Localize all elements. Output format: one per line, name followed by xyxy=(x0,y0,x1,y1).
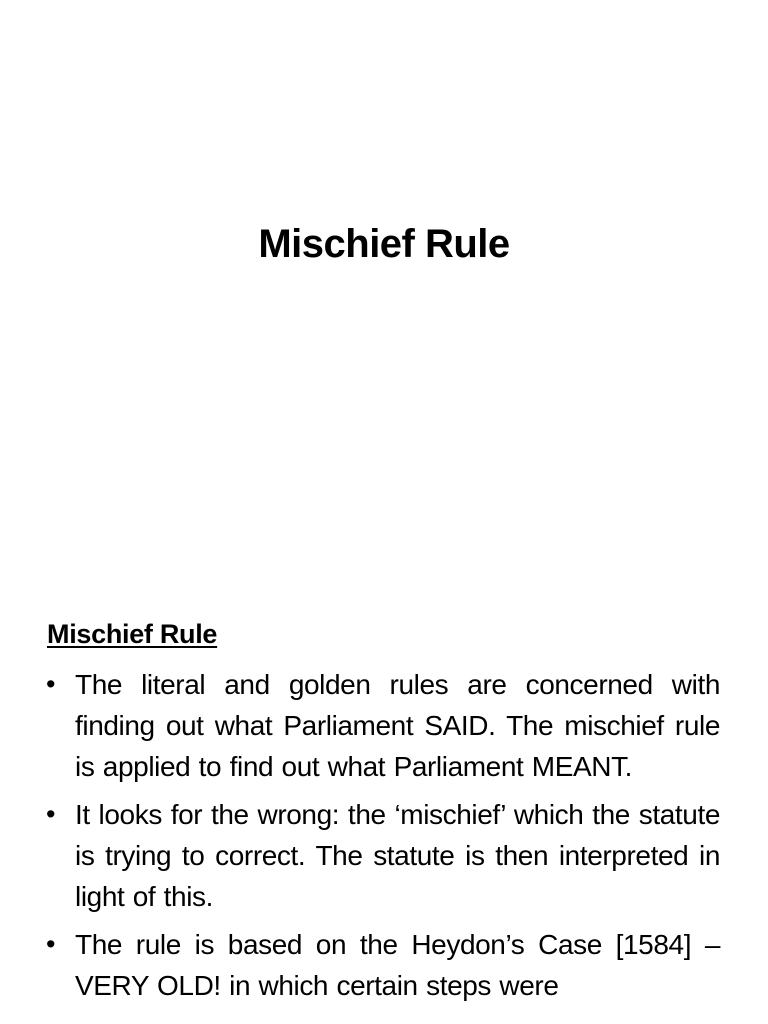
bullet-list xyxy=(46,664,720,1013)
slide-title: Mischief Rule xyxy=(258,222,510,266)
bullet-item xyxy=(46,664,720,787)
bullet-text: It looks for the wrong: the ‘mischief’ which the statute is trying to correct. The statute is then interpreted in light of this. xyxy=(75,799,720,912)
bullet-icon: • xyxy=(46,929,56,959)
bullet-icon: • xyxy=(46,669,56,699)
bullet-item xyxy=(46,924,720,1006)
bullet-text: The rule is based on the Heydon’s Case [1584] – VERY OLD! in which certain steps were xyxy=(75,929,720,1001)
content-slide xyxy=(0,576,768,1024)
bullet-text: The literal and golden rules are concerned with finding out what Parliament SAID. The mischief rule is applied to find out what Parliament MEANT. xyxy=(75,669,720,782)
bullet-icon: • xyxy=(46,799,56,829)
section-heading: Mischief Rule xyxy=(47,619,218,649)
bullet-item xyxy=(46,794,720,917)
